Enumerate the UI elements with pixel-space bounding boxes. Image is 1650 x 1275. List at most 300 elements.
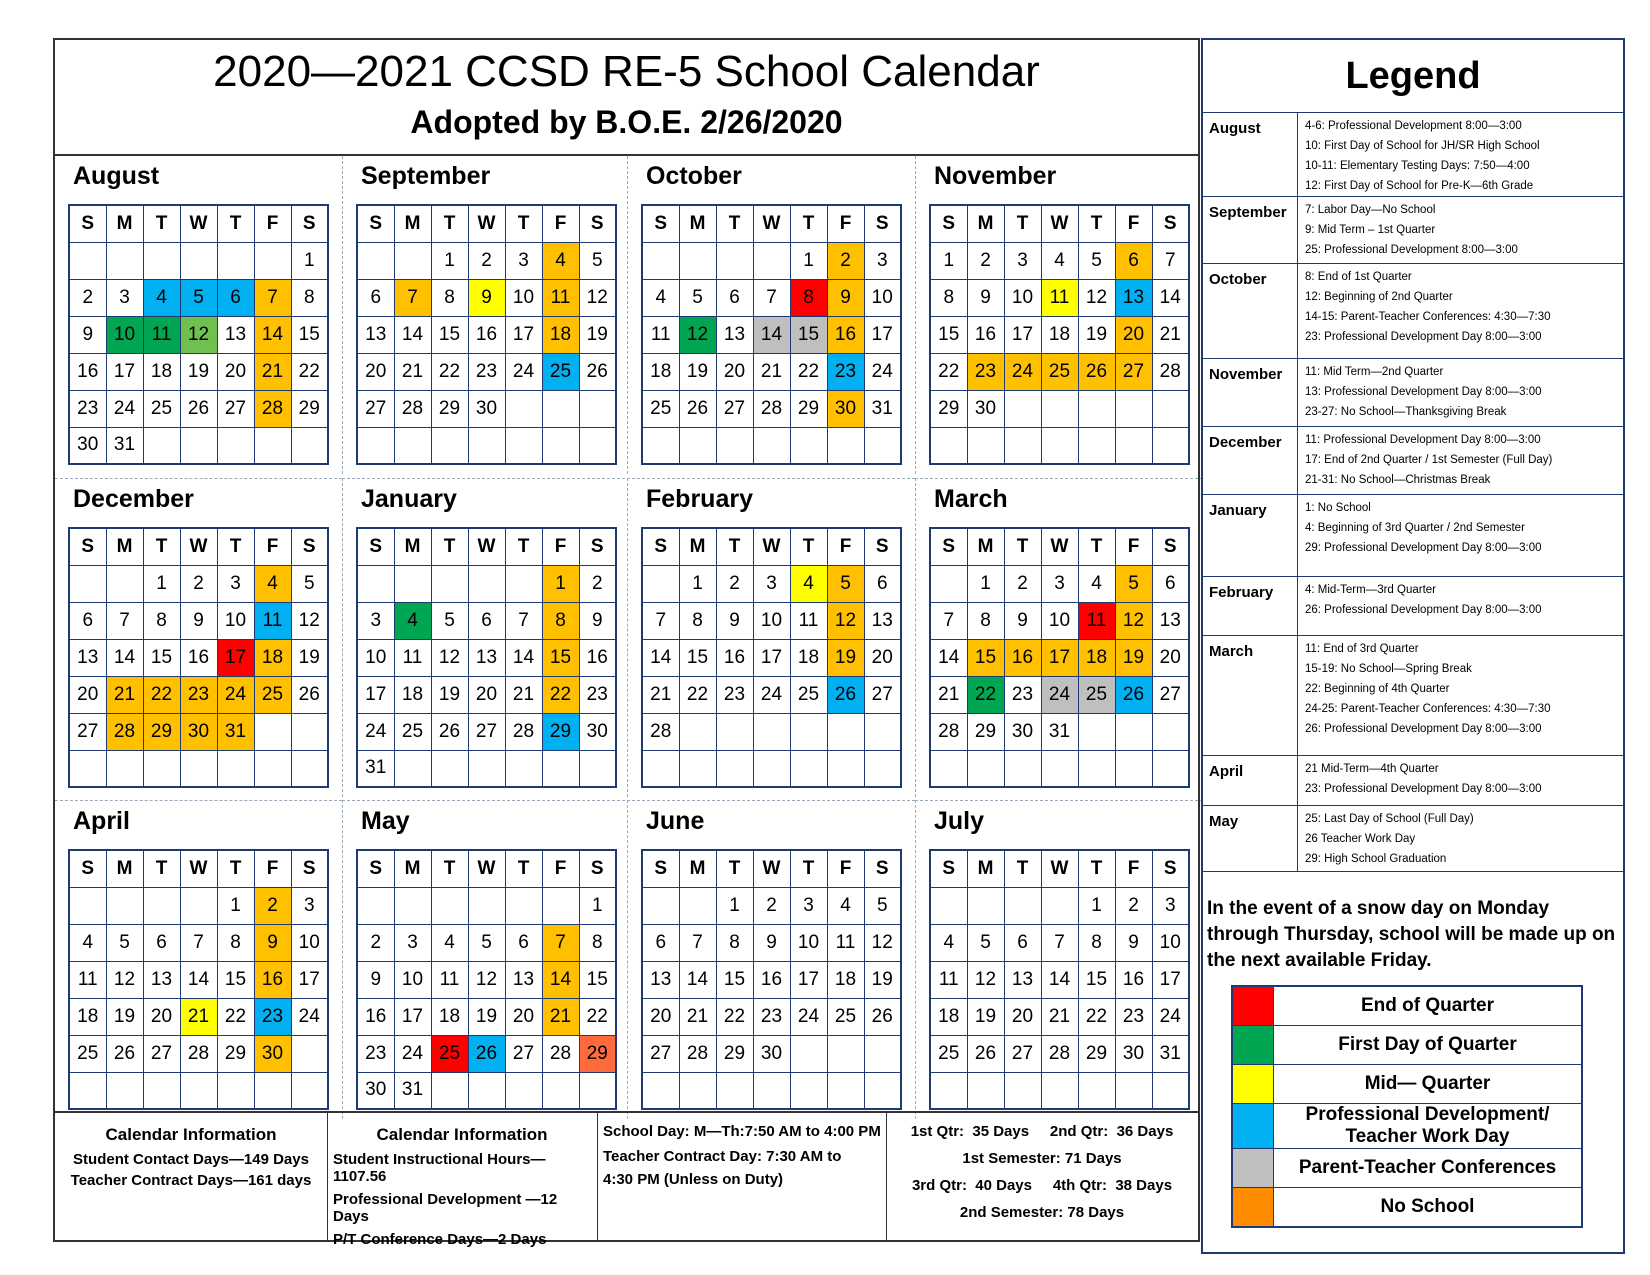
day-cell: 6 bbox=[69, 602, 106, 639]
legend-item: 26 Teacher Work Day bbox=[1305, 833, 1416, 845]
month-october bbox=[627, 156, 915, 474]
day-cell: 31 bbox=[864, 390, 901, 427]
weekday-header: T bbox=[431, 205, 468, 242]
weekday-header: T bbox=[790, 528, 827, 565]
day-cell bbox=[679, 713, 716, 750]
month-april bbox=[55, 800, 342, 1119]
day-cell: 24 bbox=[790, 998, 827, 1035]
day-cell: 5 bbox=[180, 279, 217, 316]
legend-divider bbox=[1297, 635, 1298, 755]
day-cell: 24 bbox=[1004, 353, 1041, 390]
weekday-header: T bbox=[143, 528, 180, 565]
day-cell: 21 bbox=[180, 998, 217, 1035]
day-cell: 10 bbox=[505, 279, 542, 316]
title-header bbox=[53, 38, 1200, 156]
weekday-header: T bbox=[217, 850, 254, 887]
day-cell: 11 bbox=[827, 924, 864, 961]
legend-month: September bbox=[1209, 204, 1287, 221]
month-name: October bbox=[646, 162, 742, 190]
day-cell bbox=[180, 887, 217, 924]
day-cell bbox=[505, 565, 542, 602]
day-cell bbox=[930, 750, 967, 787]
day-cell: 17 bbox=[790, 961, 827, 998]
day-cell: 17 bbox=[1041, 639, 1078, 676]
day-cell bbox=[505, 1072, 542, 1109]
day-cell: 15 bbox=[716, 961, 753, 998]
weekday-header: F bbox=[827, 205, 864, 242]
day-cell: 5 bbox=[864, 887, 901, 924]
weekday-header: W bbox=[1041, 205, 1078, 242]
day-cell bbox=[291, 1035, 328, 1072]
day-cell: 12 bbox=[291, 602, 328, 639]
day-cell: 21 bbox=[505, 676, 542, 713]
day-cell bbox=[106, 1072, 143, 1109]
day-cell: 3 bbox=[1152, 887, 1189, 924]
info-col-2 bbox=[327, 1113, 598, 1248]
day-cell: 7 bbox=[679, 924, 716, 961]
day-cell: 24 bbox=[1041, 676, 1078, 713]
day-cell: 1 bbox=[143, 565, 180, 602]
legend-item: 13: Professional Development Day 8:00—3:00 bbox=[1305, 386, 1542, 398]
day-cell: 23 bbox=[1004, 676, 1041, 713]
day-cell bbox=[394, 242, 431, 279]
day-cell: 26 bbox=[967, 1035, 1004, 1072]
day-cell: 21 bbox=[254, 353, 291, 390]
info-line: Student Contact Days—149 Days bbox=[73, 1151, 309, 1168]
day-cell bbox=[394, 565, 431, 602]
weekday-header: T bbox=[217, 528, 254, 565]
month-grid bbox=[356, 527, 617, 788]
legend-item: 10-11: Elementary Testing Days: 7:50—4:00 bbox=[1305, 160, 1530, 172]
month-march bbox=[915, 478, 1203, 797]
day-cell bbox=[542, 1072, 579, 1109]
day-cell: 1 bbox=[967, 565, 1004, 602]
day-cell: 17 bbox=[217, 639, 254, 676]
day-cell bbox=[254, 750, 291, 787]
legend-items bbox=[1305, 809, 1474, 869]
day-cell bbox=[753, 713, 790, 750]
day-cell: 12 bbox=[827, 602, 864, 639]
legend-month: February bbox=[1209, 584, 1274, 601]
day-cell: 1 bbox=[217, 887, 254, 924]
info-col-1-title: Calendar Information bbox=[105, 1125, 277, 1144]
day-cell bbox=[217, 750, 254, 787]
day-cell bbox=[827, 713, 864, 750]
day-cell: 2 bbox=[967, 242, 1004, 279]
day-cell: 3 bbox=[864, 242, 901, 279]
day-cell: 29 bbox=[143, 713, 180, 750]
day-cell bbox=[180, 242, 217, 279]
day-cell: 20 bbox=[1115, 316, 1152, 353]
month-grid bbox=[929, 849, 1190, 1110]
day-cell: 13 bbox=[864, 602, 901, 639]
calendar-subtitle: Adopted by B.O.E. 2/26/2020 bbox=[410, 104, 843, 140]
day-cell bbox=[827, 1072, 864, 1109]
day-cell: 9 bbox=[1115, 924, 1152, 961]
day-cell: 26 bbox=[679, 390, 716, 427]
day-cell: 25 bbox=[254, 676, 291, 713]
month-name: February bbox=[646, 485, 753, 513]
day-cell: 9 bbox=[357, 961, 394, 998]
day-cell bbox=[864, 713, 901, 750]
legend-row-september bbox=[1203, 196, 1623, 264]
weekday-header: W bbox=[753, 205, 790, 242]
day-cell: 11 bbox=[431, 961, 468, 998]
day-cell: 5 bbox=[579, 242, 616, 279]
weekday-header: W bbox=[468, 850, 505, 887]
weekday-header: T bbox=[505, 205, 542, 242]
day-cell: 12 bbox=[1115, 602, 1152, 639]
day-cell bbox=[69, 750, 106, 787]
day-cell bbox=[143, 242, 180, 279]
day-cell: 23 bbox=[468, 353, 505, 390]
day-cell: 8 bbox=[716, 924, 753, 961]
weekday-header: S bbox=[1152, 528, 1189, 565]
day-cell: 13 bbox=[505, 961, 542, 998]
day-cell bbox=[505, 427, 542, 464]
month-may bbox=[342, 800, 630, 1119]
day-cell bbox=[642, 750, 679, 787]
day-cell: 6 bbox=[357, 279, 394, 316]
day-cell bbox=[579, 427, 616, 464]
day-cell: 27 bbox=[217, 390, 254, 427]
key-row bbox=[1232, 1188, 1582, 1228]
day-cell: 26 bbox=[827, 676, 864, 713]
weekday-header: T bbox=[1004, 850, 1041, 887]
legend-month: August bbox=[1209, 120, 1261, 137]
day-cell: 9 bbox=[180, 602, 217, 639]
day-cell: 8 bbox=[790, 279, 827, 316]
key-swatch bbox=[1232, 1149, 1274, 1188]
day-cell: 3 bbox=[291, 887, 328, 924]
day-cell bbox=[930, 427, 967, 464]
legend-item: 11: Professional Development Day 8:00—3:00 bbox=[1305, 434, 1541, 446]
day-cell: 19 bbox=[1115, 639, 1152, 676]
day-cell: 18 bbox=[431, 998, 468, 1035]
weekday-header: S bbox=[864, 850, 901, 887]
key-label: End of Quarter bbox=[1274, 986, 1583, 1026]
day-cell: 19 bbox=[679, 353, 716, 390]
day-cell bbox=[790, 1072, 827, 1109]
day-cell bbox=[827, 750, 864, 787]
day-cell: 25 bbox=[827, 998, 864, 1035]
day-cell: 10 bbox=[217, 602, 254, 639]
day-cell: 29 bbox=[579, 1035, 616, 1072]
day-cell bbox=[864, 1035, 901, 1072]
legend-items bbox=[1305, 362, 1542, 422]
info-line: Professional Development —12 Days bbox=[333, 1191, 558, 1225]
day-cell: 22 bbox=[967, 676, 1004, 713]
day-cell: 21 bbox=[642, 676, 679, 713]
day-cell bbox=[716, 750, 753, 787]
day-cell: 18 bbox=[1078, 639, 1115, 676]
info-col-3 bbox=[597, 1113, 887, 1240]
weekday-header: M bbox=[394, 205, 431, 242]
info-line: 1st Qtr: 35 Days 2nd Qtr: 36 Days bbox=[910, 1123, 1174, 1140]
weekday-header: F bbox=[1115, 528, 1152, 565]
day-cell: 10 bbox=[1004, 279, 1041, 316]
day-cell: 28 bbox=[930, 713, 967, 750]
day-cell: 5 bbox=[106, 924, 143, 961]
day-cell: 24 bbox=[505, 353, 542, 390]
day-cell: 13 bbox=[143, 961, 180, 998]
day-cell: 27 bbox=[642, 1035, 679, 1072]
day-cell: 18 bbox=[790, 639, 827, 676]
weekday-header: S bbox=[864, 528, 901, 565]
day-cell bbox=[542, 887, 579, 924]
day-cell: 13 bbox=[642, 961, 679, 998]
month-name: March bbox=[934, 485, 1008, 513]
day-cell bbox=[679, 242, 716, 279]
day-cell bbox=[1078, 713, 1115, 750]
weekday-header: F bbox=[827, 850, 864, 887]
weekday-header: T bbox=[716, 528, 753, 565]
day-cell: 15 bbox=[431, 316, 468, 353]
info-col-4 bbox=[886, 1113, 1198, 1240]
day-cell: 28 bbox=[1152, 353, 1189, 390]
weekday-header: M bbox=[967, 850, 1004, 887]
legend-month: November bbox=[1209, 366, 1283, 383]
day-cell: 3 bbox=[106, 279, 143, 316]
day-cell bbox=[1078, 1072, 1115, 1109]
day-cell bbox=[1115, 713, 1152, 750]
day-cell: 31 bbox=[357, 750, 394, 787]
day-cell bbox=[790, 1035, 827, 1072]
day-cell: 11 bbox=[143, 316, 180, 353]
day-cell: 23 bbox=[254, 998, 291, 1035]
day-cell bbox=[431, 750, 468, 787]
weekday-header: T bbox=[431, 528, 468, 565]
day-cell: 21 bbox=[542, 998, 579, 1035]
day-cell: 7 bbox=[1041, 924, 1078, 961]
day-cell: 7 bbox=[642, 602, 679, 639]
day-cell: 23 bbox=[716, 676, 753, 713]
legend-items bbox=[1305, 759, 1542, 799]
legend-divider bbox=[1297, 576, 1298, 635]
weekday-header: F bbox=[1115, 850, 1152, 887]
key-row bbox=[1232, 1065, 1582, 1104]
weekday-header: M bbox=[106, 205, 143, 242]
legend-item: 21-31: No School—Christmas Break bbox=[1305, 474, 1491, 486]
day-cell: 28 bbox=[542, 1035, 579, 1072]
month-name: May bbox=[361, 807, 410, 835]
day-cell bbox=[1004, 887, 1041, 924]
day-cell: 17 bbox=[291, 961, 328, 998]
day-cell: 8 bbox=[143, 602, 180, 639]
day-cell bbox=[291, 750, 328, 787]
day-cell: 20 bbox=[468, 676, 505, 713]
weekday-header: W bbox=[753, 850, 790, 887]
key-label: Mid— Quarter bbox=[1274, 1065, 1583, 1104]
day-cell bbox=[291, 1072, 328, 1109]
day-cell bbox=[468, 750, 505, 787]
day-cell: 3 bbox=[394, 924, 431, 961]
day-cell: 5 bbox=[1115, 565, 1152, 602]
day-cell: 3 bbox=[753, 565, 790, 602]
day-cell: 4 bbox=[431, 924, 468, 961]
day-cell: 11 bbox=[254, 602, 291, 639]
day-cell: 18 bbox=[542, 316, 579, 353]
day-cell bbox=[468, 565, 505, 602]
day-cell bbox=[1041, 390, 1078, 427]
day-cell: 13 bbox=[1115, 279, 1152, 316]
day-cell: 12 bbox=[864, 924, 901, 961]
day-cell: 1 bbox=[716, 887, 753, 924]
day-cell: 5 bbox=[291, 565, 328, 602]
day-cell bbox=[254, 713, 291, 750]
key-label: No School bbox=[1274, 1188, 1583, 1228]
day-cell: 18 bbox=[69, 998, 106, 1035]
day-cell: 5 bbox=[679, 279, 716, 316]
day-cell: 28 bbox=[106, 713, 143, 750]
day-cell: 29 bbox=[431, 390, 468, 427]
weekday-header: S bbox=[357, 850, 394, 887]
day-cell: 19 bbox=[106, 998, 143, 1035]
day-cell bbox=[217, 242, 254, 279]
day-cell: 4 bbox=[1078, 565, 1115, 602]
month-name: December bbox=[73, 485, 194, 513]
day-cell: 4 bbox=[790, 565, 827, 602]
weekday-header: T bbox=[790, 205, 827, 242]
day-cell: 29 bbox=[291, 390, 328, 427]
day-cell: 30 bbox=[468, 390, 505, 427]
day-cell: 22 bbox=[679, 676, 716, 713]
day-cell bbox=[679, 750, 716, 787]
day-cell: 14 bbox=[930, 639, 967, 676]
day-cell: 6 bbox=[1115, 242, 1152, 279]
key-swatch bbox=[1232, 1026, 1274, 1065]
day-cell: 7 bbox=[254, 279, 291, 316]
month-grid bbox=[68, 204, 329, 465]
legend-items bbox=[1305, 430, 1552, 490]
legend-item: 23-27: No School—Thanksgiving Break bbox=[1305, 406, 1507, 418]
day-cell: 15 bbox=[143, 639, 180, 676]
day-cell: 11 bbox=[542, 279, 579, 316]
day-cell bbox=[106, 887, 143, 924]
day-cell: 9 bbox=[753, 924, 790, 961]
day-cell: 24 bbox=[394, 1035, 431, 1072]
legend-row-january bbox=[1203, 494, 1623, 577]
weekday-header: M bbox=[106, 528, 143, 565]
day-cell: 13 bbox=[1004, 961, 1041, 998]
day-cell: 9 bbox=[967, 279, 1004, 316]
day-cell bbox=[864, 427, 901, 464]
day-cell: 13 bbox=[716, 316, 753, 353]
day-cell: 19 bbox=[291, 639, 328, 676]
day-cell: 4 bbox=[254, 565, 291, 602]
weekday-header: S bbox=[291, 528, 328, 565]
day-cell: 30 bbox=[1004, 713, 1041, 750]
day-cell: 20 bbox=[1152, 639, 1189, 676]
day-cell bbox=[1078, 750, 1115, 787]
day-cell: 8 bbox=[217, 924, 254, 961]
day-cell: 10 bbox=[1041, 602, 1078, 639]
day-cell: 26 bbox=[1115, 676, 1152, 713]
day-cell: 25 bbox=[930, 1035, 967, 1072]
legend-divider bbox=[1297, 494, 1298, 576]
day-cell: 19 bbox=[864, 961, 901, 998]
day-cell: 19 bbox=[468, 998, 505, 1035]
day-cell bbox=[1115, 427, 1152, 464]
day-cell: 20 bbox=[642, 998, 679, 1035]
day-cell: 6 bbox=[716, 279, 753, 316]
day-cell: 7 bbox=[106, 602, 143, 639]
weekday-header: T bbox=[1004, 205, 1041, 242]
day-cell bbox=[1004, 427, 1041, 464]
day-cell: 23 bbox=[357, 1035, 394, 1072]
day-cell: 20 bbox=[217, 353, 254, 390]
weekday-header: M bbox=[679, 850, 716, 887]
day-cell: 8 bbox=[579, 924, 616, 961]
legend-item: 12: Beginning of 2nd Quarter bbox=[1305, 291, 1453, 303]
day-cell: 9 bbox=[827, 279, 864, 316]
key-swatch bbox=[1232, 1188, 1274, 1228]
legend-item: 4-6: Professional Development 8:00—3:00 bbox=[1305, 120, 1522, 132]
day-cell: 15 bbox=[217, 961, 254, 998]
day-cell: 31 bbox=[394, 1072, 431, 1109]
legend-panel bbox=[1201, 38, 1625, 1254]
weekday-header: T bbox=[1078, 528, 1115, 565]
calendar-title: 2020—2021 CCSD RE-5 School Calendar bbox=[213, 47, 1040, 96]
month-grid bbox=[68, 527, 329, 788]
day-cell: 29 bbox=[542, 713, 579, 750]
legend-month: January bbox=[1209, 502, 1267, 519]
weekday-header: S bbox=[579, 528, 616, 565]
day-cell: 17 bbox=[357, 676, 394, 713]
day-cell: 16 bbox=[357, 998, 394, 1035]
key-swatch bbox=[1232, 1065, 1274, 1104]
day-cell: 1 bbox=[1078, 887, 1115, 924]
day-cell bbox=[431, 427, 468, 464]
day-cell: 17 bbox=[106, 353, 143, 390]
legend-item: 24-25: Parent-Teacher Conferences: 4:30—7:30 bbox=[1305, 703, 1551, 715]
weekday-header: W bbox=[468, 528, 505, 565]
legend-item: 26: Professional Development Day 8:00—3:00 bbox=[1305, 604, 1542, 616]
day-cell: 24 bbox=[217, 676, 254, 713]
weekday-header: S bbox=[579, 850, 616, 887]
day-cell: 9 bbox=[1004, 602, 1041, 639]
day-cell bbox=[468, 427, 505, 464]
weekday-header: F bbox=[542, 850, 579, 887]
month-name: August bbox=[73, 162, 160, 190]
weekday-header: S bbox=[642, 528, 679, 565]
day-cell bbox=[967, 887, 1004, 924]
day-cell: 25 bbox=[1041, 353, 1078, 390]
day-cell: 14 bbox=[679, 961, 716, 998]
legend-item: 14-15: Parent-Teacher Conferences: 4:30—7:30 bbox=[1305, 311, 1551, 323]
day-cell bbox=[180, 750, 217, 787]
key-row bbox=[1232, 1149, 1582, 1188]
day-cell: 22 bbox=[431, 353, 468, 390]
day-cell: 3 bbox=[1041, 565, 1078, 602]
day-cell bbox=[1115, 1072, 1152, 1109]
day-cell: 1 bbox=[790, 242, 827, 279]
day-cell: 29 bbox=[217, 1035, 254, 1072]
day-cell: 29 bbox=[930, 390, 967, 427]
day-cell bbox=[468, 887, 505, 924]
legend-item: 23: Professional Development Day 8:00—3:00 bbox=[1305, 331, 1542, 343]
day-cell bbox=[1115, 390, 1152, 427]
day-cell bbox=[1004, 390, 1041, 427]
day-cell: 28 bbox=[394, 390, 431, 427]
legend-row-may bbox=[1203, 805, 1623, 872]
weekday-header: M bbox=[679, 205, 716, 242]
legend-items bbox=[1305, 200, 1518, 260]
day-cell: 2 bbox=[827, 242, 864, 279]
legend-item: 4: Beginning of 3rd Quarter / 2nd Semester bbox=[1305, 522, 1525, 534]
day-cell bbox=[967, 1072, 1004, 1109]
day-cell: 17 bbox=[394, 998, 431, 1035]
